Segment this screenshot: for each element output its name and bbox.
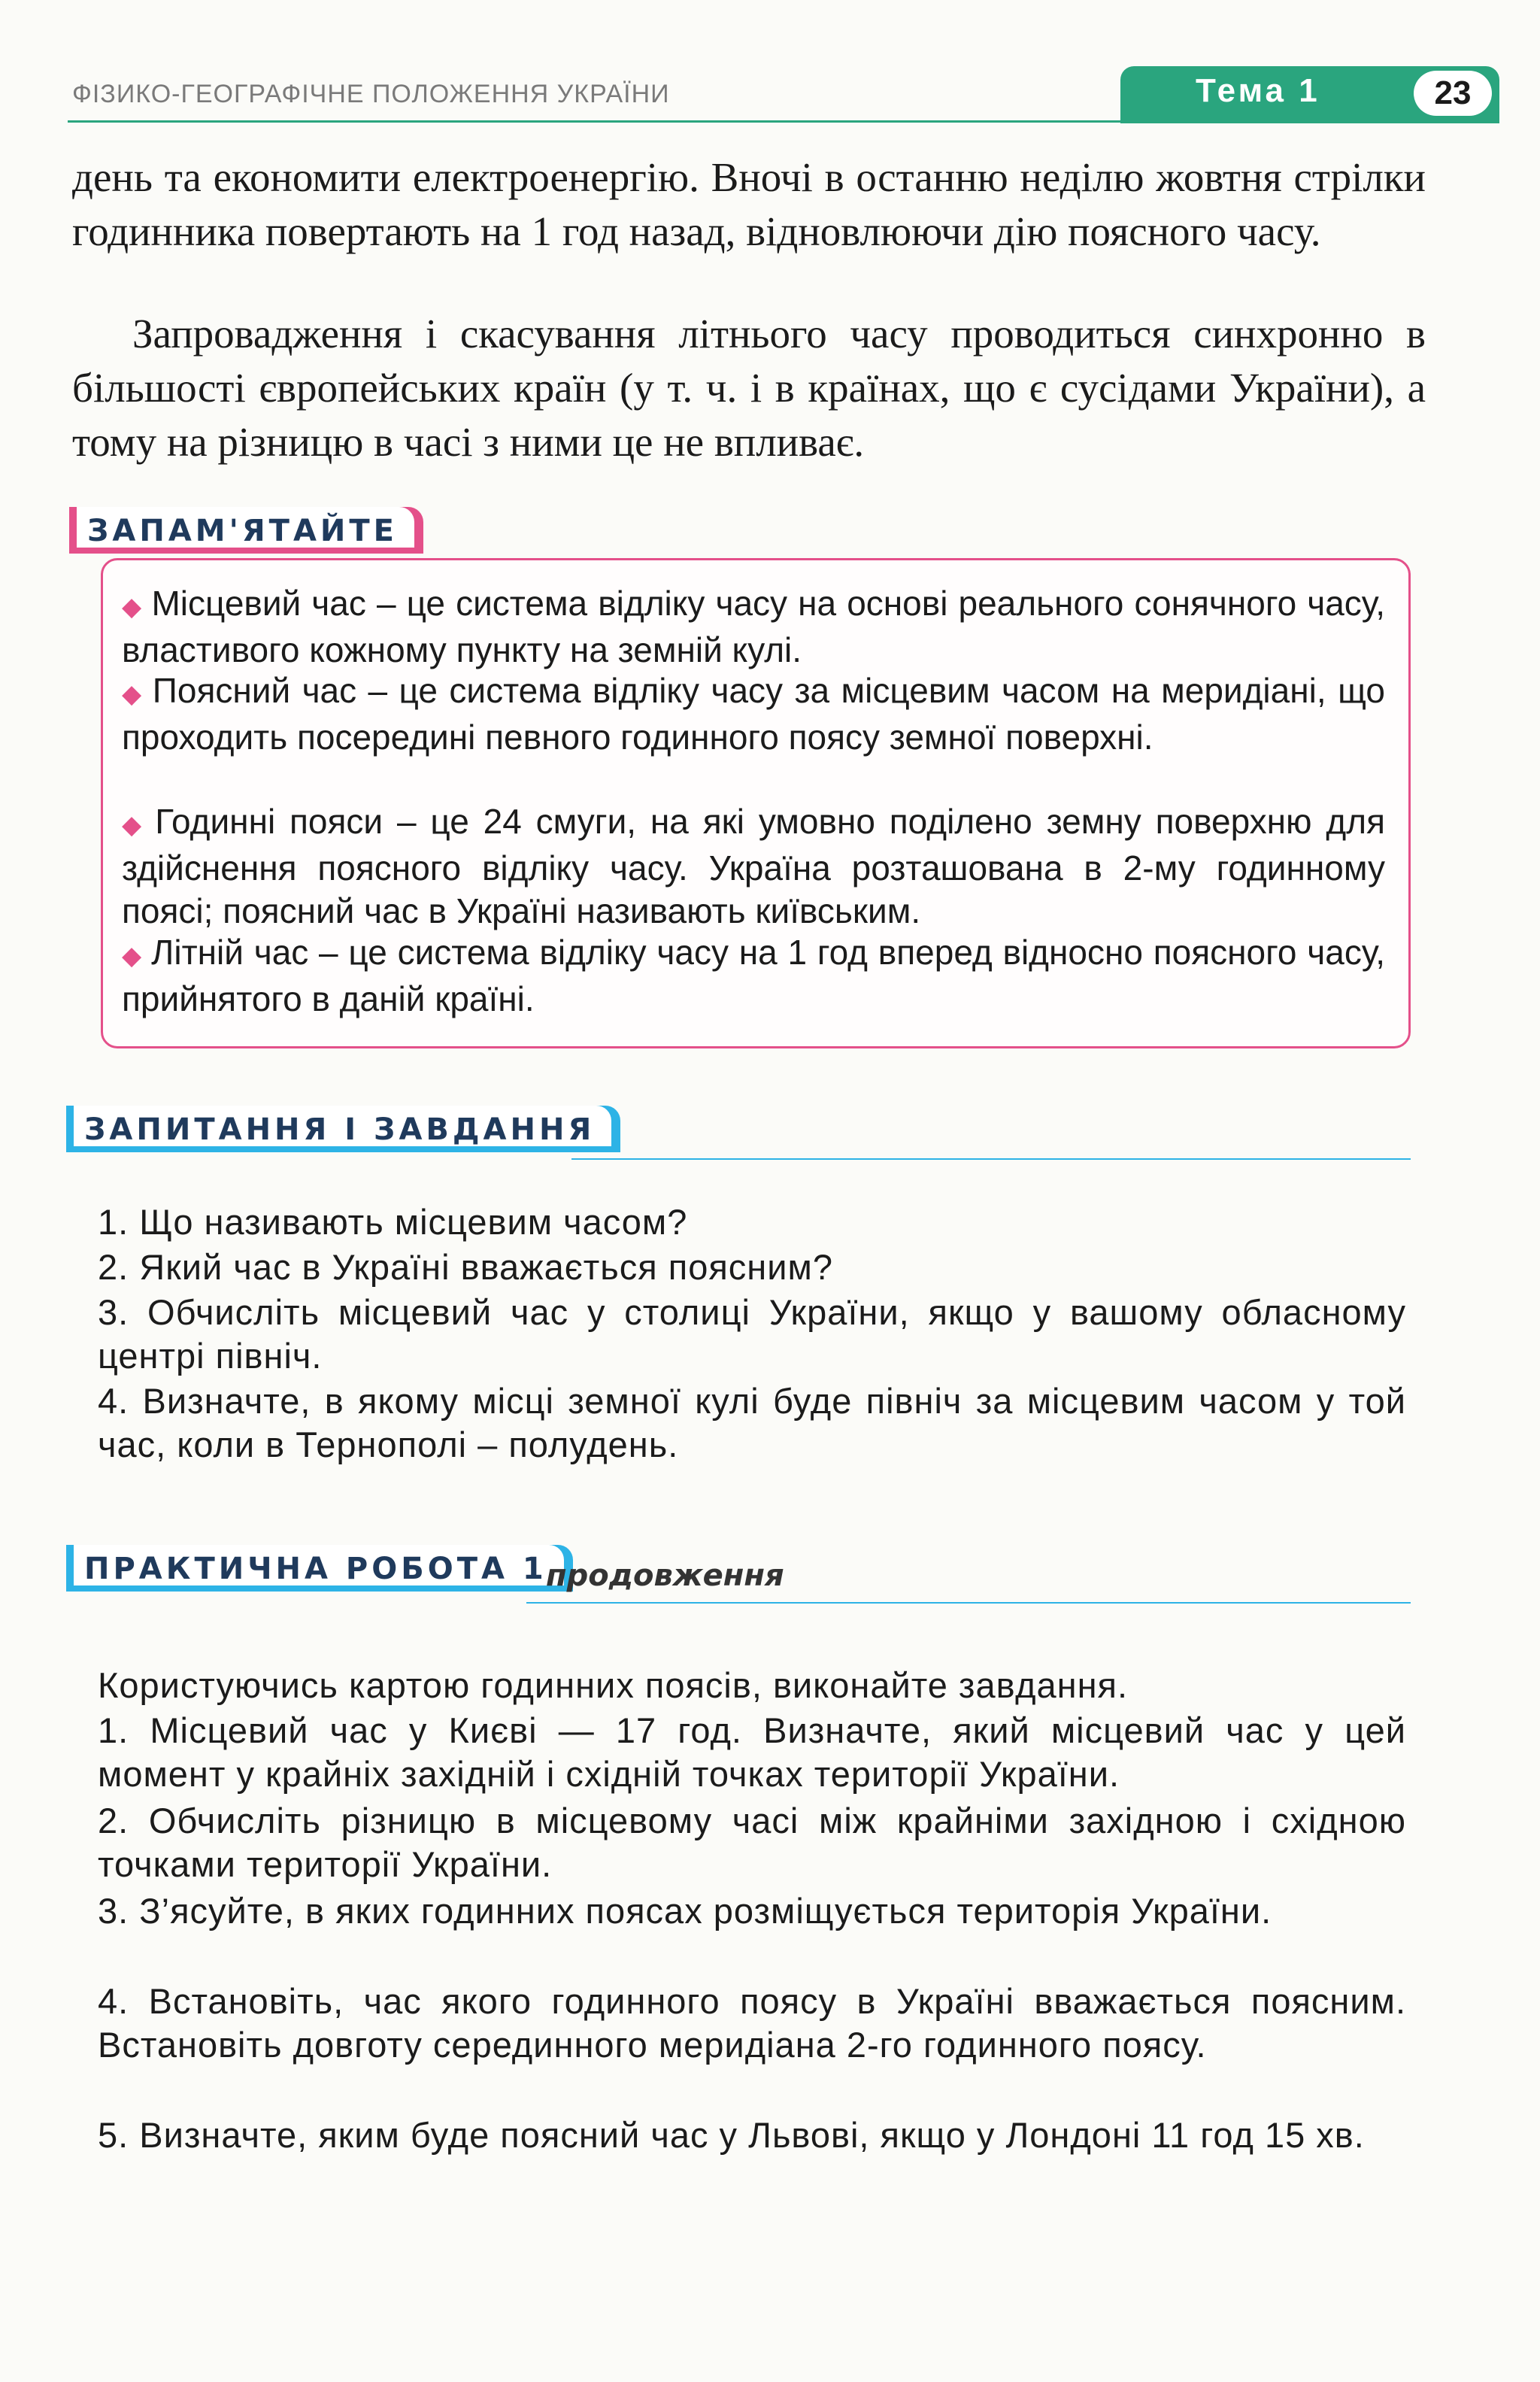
remember-label: ЗАПАМ'ЯТАЙТЕ xyxy=(69,507,414,554)
definition-summer-time xyxy=(122,931,1385,1021)
page-number: 23 xyxy=(1414,71,1492,116)
definition-zone-time xyxy=(122,669,1385,759)
definition-text: Місцевий час – це система відліку часу на основі реального сонячного часу, властивого кожному пункту на земній кулі. xyxy=(122,584,1385,669)
definition-local-time xyxy=(122,582,1385,672)
diamond-bullet-icon: ◆ xyxy=(122,680,144,709)
header-rule xyxy=(68,120,1135,123)
definition-text: Поясний час – це система відліку часу за місцевим часом на меридіані, що проходить посередині певного годинного поясу земної поверхні. xyxy=(122,671,1385,757)
diamond-bullet-icon: ◆ xyxy=(122,942,143,970)
question-3: 3. Обчисліть місцевий час у столиці України, якщо у вашому обласному центрі північ. xyxy=(98,1292,1406,1376)
question-1: 1. Що називають місцевим часом? xyxy=(98,1202,688,1242)
topic-label: Тема 1 xyxy=(1196,72,1320,109)
running-head: ФІЗИКО-ГЕОГРАФІЧНЕ ПОЛОЖЕННЯ УКРАЇНИ xyxy=(72,80,670,108)
diamond-bullet-icon: ◆ xyxy=(122,811,147,839)
practical-task-3: 3. З’ясуйте, в яких годинних поясах розміщується територія України. xyxy=(98,1891,1272,1931)
diamond-bullet-icon: ◆ xyxy=(122,593,143,621)
practical-task-4: 4. Встановіть, час якого годинного поясу в Україні вважається поясним. Встановіть довготу серединного меридіана 2-го годинного поясу. xyxy=(98,1981,1406,2065)
intro-paragraph-2: Запровадження і скасування літнього часу проводиться синхронно в більшості європейських країн (у т. ч. і в країнах, що є сусідами України), а тому на різницю в часі з ними це не впливає. xyxy=(72,311,1426,465)
practical-task-2: 2. Обчисліть різницю в місцевому часі між крайніми західною і східною точками території України. xyxy=(98,1801,1406,1884)
definition-text: Літній час – це система відліку часу на 1 год вперед відносно поясного часу, прийнятого в даній країні. xyxy=(122,933,1385,1018)
questions-rule xyxy=(571,1158,1411,1160)
question-2: 2. Який час в Україні вважається поясним? xyxy=(98,1247,833,1287)
definition-text: Годинні пояси – це 24 смуги, на які умовно поділено земну поверхню для здійснення поясного відліку часу. Україна розташована в 2-му годинному поясі; поясний час в Україні називають київським. xyxy=(122,802,1385,930)
practical-rule xyxy=(526,1602,1411,1604)
question-4: 4. Визначте, в якому місці земної кулі буде північ за місцевим часом у той час, коли в Тернополі – полудень. xyxy=(98,1381,1406,1464)
practical-label: ПРАКТИЧНА РОБОТА 1 xyxy=(66,1545,564,1592)
definition-time-zones xyxy=(122,800,1385,933)
practical-task-5: 5. Визначте, яким буде поясний час у Львові, якщо у Лондоні 11 год 15 хв. xyxy=(98,2115,1365,2155)
practical-sublabel: продовження xyxy=(546,1558,784,1593)
practical-task-1: 1. Місцевий час у Києві — 17 год. Визначте, який місцевий час у цей момент у крайніх західній і східній точках території України. xyxy=(98,1710,1406,1794)
practical-intro: Користуючись картою годинних поясів, виконайте завдання. xyxy=(98,1665,1129,1705)
intro-paragraph-1: день та економити електроенергію. Вночі в останню неділю жовтня стрілки годинника повертають на 1 год назад, відновлюючи дію поясного часу. xyxy=(72,154,1426,254)
questions-label: ЗАПИТАННЯ І ЗАВДАННЯ xyxy=(66,1106,611,1152)
